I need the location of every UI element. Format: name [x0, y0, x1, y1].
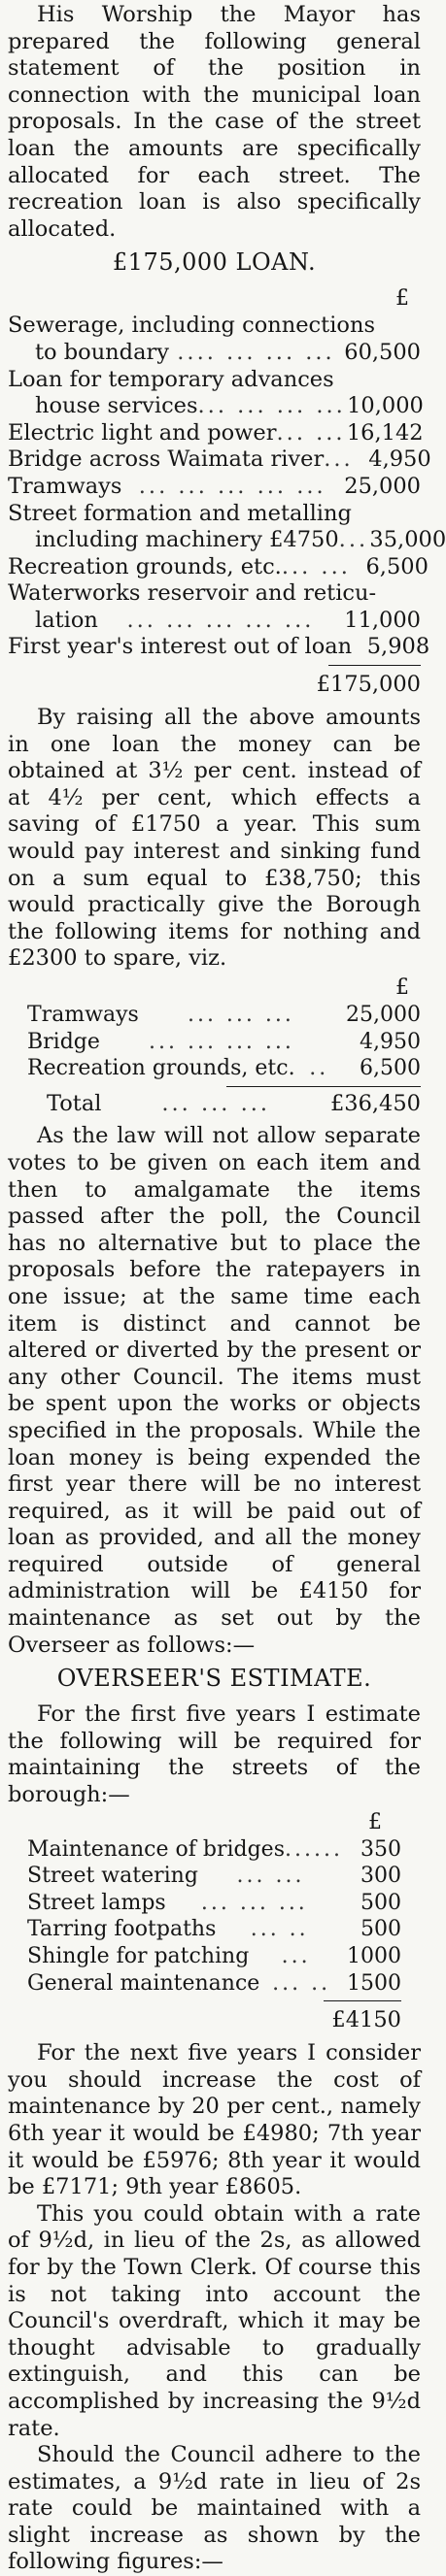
free-total-leader: ... ... ...	[161, 1090, 271, 1116]
intro-paragraph: His Worship the Mayor has prepared the following general statement of the position in connection with the municipal loan proposals. In the case of the street loan the amounts are specifically allocated for each street. The recreation loan is also specifically allocated.	[8, 2, 421, 242]
maint-total-rule	[324, 2000, 401, 2001]
item-text: Tramways	[8, 473, 122, 499]
item-label: Sewerage, including connections	[8, 313, 375, 339]
item-text: including machinery £4750	[35, 527, 339, 553]
item-row	[27, 1002, 421, 1029]
item-row	[8, 527, 446, 554]
dot-leader: ... ... ... ...	[149, 1029, 294, 1054]
item-label-row	[8, 313, 421, 340]
item-row	[27, 1890, 421, 1917]
item-text: General maintenance	[27, 1970, 260, 1996]
item-row	[27, 1970, 421, 1998]
rate-paragraph: This you could obtain with a rate of 9½d, in lieu of the 2s, as allowed for by the Town Clerk. Of course this is not taking into account the Council's overdraft, which it may be thought advisable to gradually extinguish, and this can be accomplished by increasing the 9½d rate.	[8, 2200, 421, 2441]
raising-paragraph: By raising all the above amounts in one loan the money can be obtained at 3½ per cent. instead of at 4½ per cent, which effects a saving of £1750 a year. This sum would pay interest and sinking fund on a sum equal to £38,750; this would practically give the Borough the following items for nothing and £2300 to spare, viz.	[8, 705, 421, 972]
item-text: Recreation grounds, etc.	[8, 553, 282, 579]
dot-leader: ... ...	[281, 553, 351, 579]
item-value: 6,500	[365, 553, 429, 579]
dot-leader: ... ... ... ... ...	[138, 473, 326, 499]
item-row	[8, 608, 421, 635]
item-label-row	[8, 501, 421, 528]
item-value: 1500	[347, 1970, 401, 1996]
overseer-paragraph: For the first five years I estimate the following will be required for maintaining the streets of the borough:—	[8, 1701, 421, 1808]
loan-total-rule	[328, 665, 421, 666]
item-text: Shingle for patching	[27, 1944, 250, 1968]
item-row	[8, 446, 431, 474]
item-row	[27, 1836, 421, 1864]
item-label-row	[8, 367, 421, 394]
loan-items-list	[8, 313, 446, 661]
item-text: Bridge across Waimata river	[8, 446, 325, 473]
item-text: Street watering	[27, 1864, 198, 1889]
dot-leader: ... ...	[276, 419, 346, 446]
item-value: 4,950	[368, 446, 431, 473]
item-row	[8, 553, 429, 581]
dot-leader: ......	[285, 1836, 343, 1862]
item-value: 4,950	[360, 1029, 421, 1054]
item-value: 11,000	[344, 607, 421, 633]
item-value: 1000	[347, 1944, 401, 1968]
dot-leader: ...	[281, 1944, 311, 1968]
item-value: 25,000	[344, 473, 421, 499]
item-row	[8, 393, 424, 420]
item-row	[27, 1029, 421, 1056]
maint-pound-header: £	[368, 1809, 382, 1834]
item-text: Electric light and power	[8, 419, 277, 446]
item-row	[27, 1943, 421, 1970]
free-total-value: £36,450	[329, 1090, 421, 1116]
item-label: Waterworks reservoir and reticu-	[8, 580, 377, 607]
item-text: lation	[35, 607, 98, 633]
dot-leader: ... ... ...	[200, 1890, 308, 1915]
item-value: 500	[360, 1890, 401, 1915]
item-row	[27, 1055, 421, 1082]
item-text: First year's interest out of loan	[8, 634, 353, 660]
free-total-label: Total	[47, 1090, 102, 1116]
item-text: Maintenance of bridges	[27, 1836, 285, 1862]
item-label: Street formation and metalling	[8, 500, 352, 526]
item-row	[27, 1863, 421, 1890]
item-row	[8, 634, 430, 661]
item-value: 300	[360, 1864, 401, 1889]
free-total-row	[8, 1091, 421, 1118]
overseer-heading: OVERSEER'S ESTIMATE.	[56, 1665, 372, 1693]
dot-leader: ...	[338, 527, 369, 553]
dot-leader: ... ... ... ... ...	[126, 607, 315, 633]
item-row	[8, 474, 421, 501]
item-text: Tarring footpaths	[27, 1917, 217, 1942]
item-text: to boundary	[35, 339, 169, 365]
dot-leader: ... ..	[250, 1917, 309, 1942]
item-text: house services	[35, 393, 198, 419]
item-text: Recreation grounds, etc.	[27, 1056, 295, 1081]
loan-heading: £175,000 LOAN.	[112, 248, 317, 277]
loan-total: £175,000	[316, 672, 421, 698]
dot-leader: .... ... ... ...	[177, 339, 335, 365]
item-label: Loan for temporary advances	[8, 366, 334, 392]
free-pound-header: £	[395, 975, 409, 1000]
dot-leader: ... ...	[236, 1864, 305, 1889]
item-row	[8, 419, 424, 447]
dot-leader: ... ..	[272, 1970, 331, 1996]
dot-leader: ... ... ...	[187, 1003, 294, 1027]
item-value: 35,000	[369, 527, 446, 553]
item-text: Tramways	[27, 1003, 139, 1027]
dot-leader: ...	[324, 446, 354, 473]
item-row	[27, 1916, 421, 1943]
next-years-paragraph: For the next five years I consider you should increase the cost of maintenance by 20 per cent., namely 6th year it would be £4980; 7th year it would be £5976; 8th year it would be £7171; 9th year £8605.	[8, 2040, 421, 2200]
item-text: Bridge	[27, 1029, 100, 1054]
item-value: 16,142	[346, 419, 424, 446]
item-value: 5,908	[366, 634, 430, 660]
item-value: 10,000	[347, 393, 424, 419]
item-text: Street lamps	[27, 1890, 166, 1915]
item-row	[8, 340, 421, 367]
item-value: 6,500	[360, 1056, 421, 1081]
maint-total: £4150	[331, 2007, 401, 2033]
pound-column-header: £	[395, 286, 409, 312]
item-value: 500	[360, 1917, 401, 1942]
dot-leader: ... ... ... ...	[197, 393, 346, 419]
item-label-row	[8, 580, 421, 608]
item-value: 25,000	[346, 1003, 421, 1027]
law-paragraph: As the law will not allow separate votes to be given on each item and then to amalgamate the items passed after the poll, the Council has no alternative but to place the proposals before the ratepayers in one issue; at the same time each item is distinct and cannot be altered or diverted by the present or any other Council. The items must be spent upon the works or objects specified in the proposals. While the loan money is being expended the first year there will be no interest required, as it will be paid out of loan as provided, and all the money required outside of general administration will be £4150 for maintenance as set out by the Overseer as follows:—	[8, 1123, 421, 1658]
free-items-list	[8, 1002, 421, 1082]
item-value: 350	[360, 1836, 401, 1862]
dot-leader: ..	[309, 1056, 329, 1081]
adhere-paragraph: Should the Council adhere to the estimates, a 9½d rate in lieu of 2s rate could be maintained with a slight increase as shown by the following figures:—	[8, 2442, 421, 2575]
free-total-rule	[226, 1086, 421, 1087]
item-value: 60,500	[344, 339, 421, 365]
maintenance-items-list	[8, 1836, 421, 1998]
